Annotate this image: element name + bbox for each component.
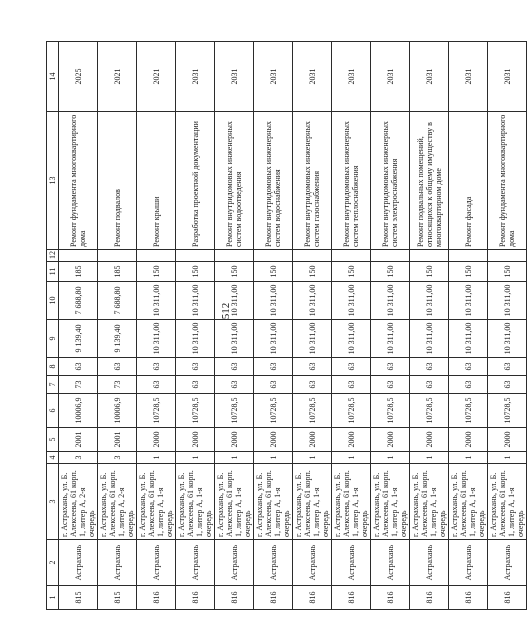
- cell-col-7: 63: [137, 376, 176, 394]
- cell-col-4: 1: [449, 452, 488, 464]
- cell-address: г. Астрахань, ул. Б. Алексеева, 61 корп. 1, литер А, 1-я очередь: [488, 464, 527, 540]
- cell-col-7: 63: [293, 376, 332, 394]
- table-container: [46, 42, 525, 610]
- cell-area-9: 10 311,00: [410, 320, 449, 358]
- header-row: [47, 42, 59, 610]
- cell-residents: 185: [59, 262, 98, 282]
- cell-address: г. Астрахань, ул. Б. Алексеева, 61 корп. 1, литер А, 2-я очередь: [59, 464, 98, 540]
- cell-area-9: 9 139,40: [59, 320, 98, 358]
- cell-area-9: 10 311,00: [371, 320, 410, 358]
- cell-col-8: 63: [176, 358, 215, 376]
- cell-work-type: Ремонт внутридомовых инженерных систем газоснабжения: [293, 112, 332, 250]
- cell-col-4: 1: [137, 452, 176, 464]
- cell-row-code: 816: [449, 586, 488, 610]
- cell-area-10: 7 688,80: [98, 282, 137, 320]
- cell-row-code: 816: [371, 586, 410, 610]
- cell-col-8: 63: [254, 358, 293, 376]
- cell-area-10: 10 311,00: [371, 282, 410, 320]
- cell-city: Астрахань: [215, 540, 254, 586]
- cell-address: г. Астрахань, ул. Б. Алексеева, 61 корп. 1, литер А, 1-я очередь: [410, 464, 449, 540]
- cell-residents: 150: [488, 262, 527, 282]
- cell-col-8: 63: [410, 358, 449, 376]
- cell-planned-year: 2021: [137, 42, 176, 112]
- cell-area-total: 10728,5: [449, 394, 488, 428]
- page-number: 512: [220, 302, 232, 320]
- cell-row-code: 816: [410, 586, 449, 610]
- cell-address: г. Астрахань, ул. Б. Алексеева, 61 корп. 1, литер А, 2-я очередь: [98, 464, 137, 540]
- cell-work-type: Ремонт фасада: [449, 112, 488, 250]
- cell-area-9: 10 311,00: [332, 320, 371, 358]
- cell-col-4: 3: [59, 452, 98, 464]
- cell-area-total: 10728,5: [410, 394, 449, 428]
- cell-col-7: 63: [215, 376, 254, 394]
- cell-planned-year: 2025: [59, 42, 98, 112]
- cell-area-10: 10 311,00: [176, 282, 215, 320]
- cell-year: 2000: [488, 428, 527, 452]
- cell-area-total: 10728,5: [254, 394, 293, 428]
- table-row: [176, 42, 215, 610]
- cell-year: 2000: [215, 428, 254, 452]
- cell-area-total: 10728,5: [137, 394, 176, 428]
- cell-address: г. Астрахань, ул. Б. Алексеева, 61 корп. 1, литер А, 1-я очередь: [293, 464, 332, 540]
- column-header-6: 6: [47, 394, 59, 428]
- cell-address: г. Астрахань, ул. Б. Алексеева, 61 корп. 1, литер А, 1-я очередь: [176, 464, 215, 540]
- cell-col-8: 63: [98, 358, 137, 376]
- column-header-7: 7: [47, 376, 59, 394]
- cell-city: Астрахань: [254, 540, 293, 586]
- cell-area-10: 10 311,00: [488, 282, 527, 320]
- table-row: [254, 42, 293, 610]
- cell-col-12: [410, 250, 449, 262]
- cell-planned-year: 2031: [410, 42, 449, 112]
- cell-area-9: 10 311,00: [293, 320, 332, 358]
- cell-residents: 150: [215, 262, 254, 282]
- table-row: [137, 42, 176, 610]
- cell-work-type: Ремонт фундамента многоквартирного дома: [488, 112, 527, 250]
- cell-work-type: Ремонт внутридомовых инженерных систем электроснабжения: [371, 112, 410, 250]
- cell-col-7: 63: [371, 376, 410, 394]
- cell-col-8: 63: [59, 358, 98, 376]
- cell-col-12: [59, 250, 98, 262]
- cell-col-7: 63: [410, 376, 449, 394]
- cell-row-code: 815: [59, 586, 98, 610]
- cell-year: 2000: [137, 428, 176, 452]
- cell-planned-year: 2031: [332, 42, 371, 112]
- cell-residents: 150: [332, 262, 371, 282]
- cell-col-12: [176, 250, 215, 262]
- table-row: [293, 42, 332, 610]
- cell-row-code: 816: [488, 586, 527, 610]
- cell-col-12: [449, 250, 488, 262]
- cell-col-8: 63: [137, 358, 176, 376]
- cell-planned-year: 2021: [98, 42, 137, 112]
- cell-col-4: 3: [98, 452, 137, 464]
- cell-col-7: 73: [59, 376, 98, 394]
- cell-year: 2001: [59, 428, 98, 452]
- column-header-4: 4: [47, 452, 59, 464]
- cell-area-10: 7 688,80: [59, 282, 98, 320]
- repair-schedule-table: [46, 41, 527, 610]
- cell-year: 2000: [332, 428, 371, 452]
- cell-col-12: [137, 250, 176, 262]
- cell-col-4: 1: [488, 452, 527, 464]
- cell-address: г. Астрахань, ул. Б. Алексеева, 61 корп. 1, литер А, 1-я очередь: [332, 464, 371, 540]
- cell-city: Астрахань: [293, 540, 332, 586]
- table-row: [98, 42, 137, 610]
- column-header-2: 2: [47, 540, 59, 586]
- cell-address: г. Астрахань, ул. Б. Алексеева, 61 корп. 1, литер А, 1-я очередь: [371, 464, 410, 540]
- cell-city: Астрахань: [332, 540, 371, 586]
- cell-city: Астрахань: [488, 540, 527, 586]
- cell-area-total: 10728,5: [215, 394, 254, 428]
- cell-city: Астрахань: [449, 540, 488, 586]
- cell-year: 2000: [176, 428, 215, 452]
- cell-work-type: Ремонт внутридомовых инженерных систем теплоснабжения: [332, 112, 371, 250]
- cell-col-12: [254, 250, 293, 262]
- cell-area-9: 10 311,00: [137, 320, 176, 358]
- cell-work-type: Разработка проектной документации: [176, 112, 215, 250]
- cell-residents: 150: [137, 262, 176, 282]
- cell-residents: 150: [449, 262, 488, 282]
- cell-planned-year: 2031: [488, 42, 527, 112]
- column-header-1: 1: [47, 586, 59, 610]
- cell-city: Астрахань: [137, 540, 176, 586]
- column-header-9: 9: [47, 320, 59, 358]
- cell-col-8: 63: [449, 358, 488, 376]
- cell-residents: 150: [176, 262, 215, 282]
- cell-city: Астрахань: [410, 540, 449, 586]
- cell-row-code: 815: [98, 586, 137, 610]
- cell-area-total: 10728,5: [488, 394, 527, 428]
- cell-area-9: 10 311,00: [254, 320, 293, 358]
- cell-col-4: 1: [293, 452, 332, 464]
- cell-area-total: 10006,9: [59, 394, 98, 428]
- cell-year: 2000: [254, 428, 293, 452]
- cell-area-10: 10 311,00: [215, 282, 254, 320]
- cell-col-8: 63: [332, 358, 371, 376]
- cell-residents: 150: [371, 262, 410, 282]
- cell-col-4: 1: [332, 452, 371, 464]
- column-header-8: 8: [47, 358, 59, 376]
- cell-col-4: 1: [254, 452, 293, 464]
- column-header-14: 14: [47, 42, 59, 112]
- cell-residents: 185: [98, 262, 137, 282]
- cell-city: Астрахань: [59, 540, 98, 586]
- cell-work-type: Ремонт подвалов: [98, 112, 137, 250]
- cell-area-10: 10 311,00: [449, 282, 488, 320]
- cell-row-code: 816: [137, 586, 176, 610]
- cell-col-4: 1: [176, 452, 215, 464]
- cell-address: г. Астрахань, ул. Б. Алексеева, 61 корп. 1, литер А, 1-я очередь: [215, 464, 254, 540]
- cell-col-8: 63: [488, 358, 527, 376]
- cell-area-total: 10728,5: [371, 394, 410, 428]
- cell-row-code: 816: [215, 586, 254, 610]
- cell-col-4: 1: [215, 452, 254, 464]
- cell-residents: 150: [293, 262, 332, 282]
- cell-residents: 150: [410, 262, 449, 282]
- cell-year: 2000: [371, 428, 410, 452]
- cell-area-total: 10006,9: [98, 394, 137, 428]
- cell-year: 2000: [293, 428, 332, 452]
- table-row: [410, 42, 449, 610]
- cell-col-8: 63: [293, 358, 332, 376]
- cell-area-9: 9 139,40: [98, 320, 137, 358]
- cell-col-7: 63: [449, 376, 488, 394]
- cell-area-9: 10 311,00: [215, 320, 254, 358]
- cell-area-10: 10 311,00: [332, 282, 371, 320]
- cell-col-12: [371, 250, 410, 262]
- cell-work-type: Ремонт крыши: [137, 112, 176, 250]
- cell-col-7: 63: [488, 376, 527, 394]
- table-body: [59, 42, 527, 610]
- cell-year: 2000: [449, 428, 488, 452]
- cell-row-code: 816: [176, 586, 215, 610]
- cell-work-type: Ремонт фундамента многоквартирного дома: [59, 112, 98, 250]
- column-header-10: 10: [47, 282, 59, 320]
- cell-work-type: Ремонт внутридомовых инженерных систем водоснабжения: [254, 112, 293, 250]
- cell-area-total: 10728,5: [176, 394, 215, 428]
- cell-col-12: [215, 250, 254, 262]
- cell-col-7: 63: [254, 376, 293, 394]
- cell-row-code: 816: [293, 586, 332, 610]
- cell-residents: 150: [254, 262, 293, 282]
- table-row: [371, 42, 410, 610]
- cell-planned-year: 2031: [293, 42, 332, 112]
- cell-year: 2001: [98, 428, 137, 452]
- column-header-3: 3: [47, 464, 59, 540]
- cell-city: Астрахань: [98, 540, 137, 586]
- cell-work-type: Ремонт внутридомовых инженерных систем водоотведения: [215, 112, 254, 250]
- cell-area-10: 10 311,00: [254, 282, 293, 320]
- cell-col-12: [488, 250, 527, 262]
- cell-planned-year: 2031: [254, 42, 293, 112]
- cell-row-code: 816: [254, 586, 293, 610]
- column-header-11: 11: [47, 262, 59, 282]
- cell-area-total: 10728,5: [332, 394, 371, 428]
- cell-area-9: 10 311,00: [176, 320, 215, 358]
- table-row: [488, 42, 527, 610]
- cell-city: Астрахань: [371, 540, 410, 586]
- cell-col-12: [332, 250, 371, 262]
- cell-col-7: 63: [332, 376, 371, 394]
- cell-planned-year: 2031: [215, 42, 254, 112]
- cell-col-4: 1: [410, 452, 449, 464]
- cell-row-code: 816: [332, 586, 371, 610]
- cell-col-7: 73: [98, 376, 137, 394]
- cell-col-7: 63: [176, 376, 215, 394]
- table-header: [47, 42, 59, 610]
- cell-col-8: 63: [215, 358, 254, 376]
- cell-address: г. Астрахань, ул. Б. Алексеева, 61 корп. 1, литер А, 1-я очередь: [449, 464, 488, 540]
- column-header-13: 13: [47, 112, 59, 250]
- cell-planned-year: 2031: [176, 42, 215, 112]
- cell-address: г. Астрахань, ул. Б. Алексеева, 61 корп. 1, литер А, 1-я очередь: [137, 464, 176, 540]
- table-row: [59, 42, 98, 610]
- cell-planned-year: 2031: [371, 42, 410, 112]
- column-header-12: 12: [47, 250, 59, 262]
- cell-col-12: [293, 250, 332, 262]
- cell-year: 2000: [410, 428, 449, 452]
- cell-area-10: 10 311,00: [410, 282, 449, 320]
- cell-planned-year: 2031: [449, 42, 488, 112]
- cell-area-10: 10 311,00: [293, 282, 332, 320]
- cell-col-4: 1: [371, 452, 410, 464]
- column-header-5: 5: [47, 428, 59, 452]
- cell-city: Астрахань: [176, 540, 215, 586]
- cell-address: г. Астрахань, ул. Б. Алексеева, 61 корп. 1, литер А, 1-я очередь: [254, 464, 293, 540]
- cell-area-9: 10 311,00: [488, 320, 527, 358]
- table-row: [215, 42, 254, 610]
- table-row: [449, 42, 488, 610]
- cell-col-12: [98, 250, 137, 262]
- table-row: [332, 42, 371, 610]
- cell-area-total: 10728,5: [293, 394, 332, 428]
- cell-area-9: 10 311,00: [449, 320, 488, 358]
- cell-work-type: Ремонт подвальных помещений, относящихся к общему имуществу в многоквартирном доме: [410, 112, 449, 250]
- cell-col-8: 63: [371, 358, 410, 376]
- cell-area-10: 10 311,00: [137, 282, 176, 320]
